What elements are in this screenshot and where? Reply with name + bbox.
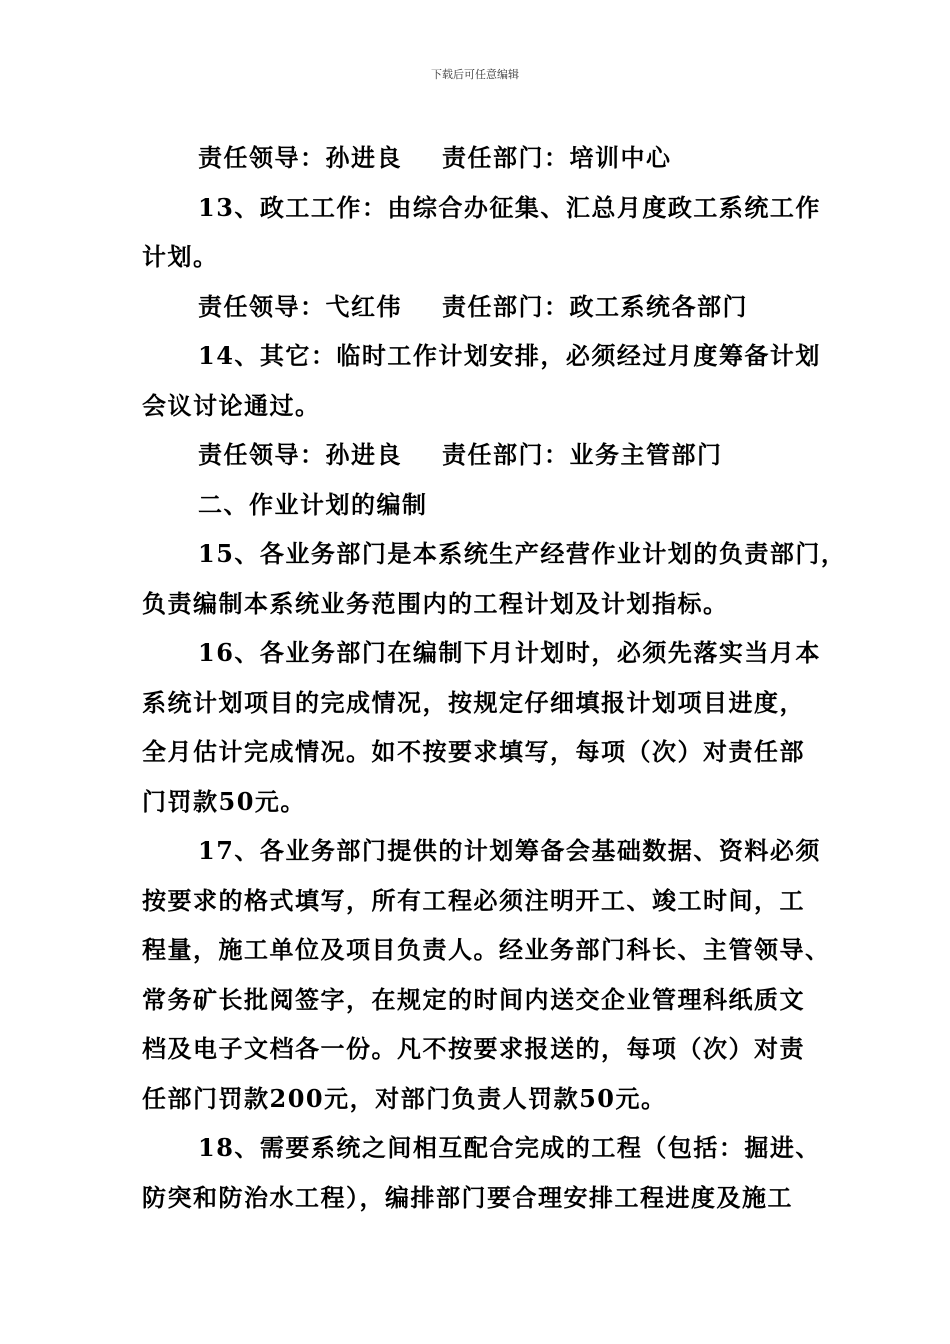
paragraph-line: 档及电子文档各一份。凡不按要求报送的，每项（次）对责: [142, 1034, 805, 1063]
page-header: 下载后可任意编辑: [431, 68, 519, 81]
paragraph-line: 门罚款50元。: [142, 786, 306, 816]
paragraph-line: 负责编制本系统业务范围内的工程计划及计划指标。: [142, 588, 729, 618]
paragraph-line: 按要求的格式填写，所有工程必须注明开工、竣工时间，工: [142, 885, 805, 915]
responsibility-line: [142, 430, 834, 480]
responsible-department: 责任部门：业务主管部门: [442, 440, 723, 469]
paragraph-line: 系统计划项目的完成情况，按规定仔细填报计划项目进度，: [142, 687, 805, 717]
paragraph-line: 任部门罚款200元，对部门负责人罚款50元。: [142, 1083, 667, 1113]
responsible-leader: 责任领导：孙进良: [198, 143, 402, 172]
paragraph-line: 计划。: [142, 242, 219, 271]
paragraph-line: 防突和防治水工程），编排部门要合理安排工程进度及施工: [142, 1182, 793, 1212]
paragraph-line: 18、需要系统之间相互配合完成的工程（包括：掘进、: [198, 1133, 821, 1162]
responsibility-line: [142, 282, 834, 332]
paragraph-line: 15、各业务部门是本系统生产经营作业计划的负责部门，: [198, 539, 847, 568]
section-heading: 二、作业计划的编制: [198, 489, 428, 519]
responsibility-line: [142, 133, 834, 183]
paragraph-line: 14、其它：临时工作计划安排，必须经过月度筹备计划: [198, 341, 821, 370]
responsible-leader: 责任领导：弋红伟: [198, 291, 402, 321]
responsible-department: 责任部门：培训中心: [442, 143, 672, 172]
paragraph-line: 13、政工工作：由综合办征集、汇总月度政工系统工作: [198, 192, 821, 222]
paragraph-line: 全月估计完成情况。如不按要求填写，每项（次）对责任部: [142, 737, 805, 766]
document-body: [142, 133, 847, 1222]
paragraph-line: 常务矿长批阅签字，在规定的时间内送交企业管理科纸质文: [142, 984, 805, 1014]
paragraph-line: 17、各业务部门提供的计划筹备会基础数据、资料必须: [198, 836, 821, 865]
paragraph-line: 程量，施工单位及项目负责人。经业务部门科长、主管领导、: [142, 935, 831, 964]
paragraph-line: 会议讨论通过。: [142, 390, 321, 420]
responsible-leader: 责任领导：孙进良: [198, 440, 402, 469]
responsible-department: 责任部门：政工系统各部门: [442, 291, 748, 321]
paragraph-line: 16、各业务部门在编制下月计划时，必须先落实当月本: [198, 638, 821, 667]
